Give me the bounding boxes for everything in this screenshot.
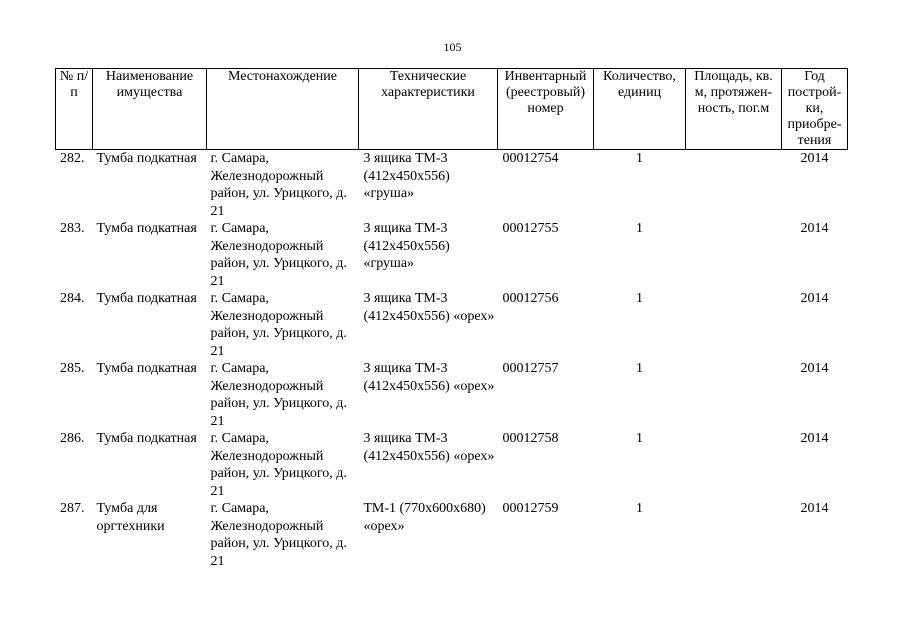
- header-number: № п/п: [56, 69, 93, 150]
- cell-location: г. Самара, Железнодорожный район, ул. Урицкого, д. 21: [210, 431, 347, 499]
- header-name: Наименование имущества: [93, 69, 207, 150]
- cell-area: [686, 430, 782, 500]
- cell-quantity: 1: [636, 221, 643, 236]
- cell-quantity: 1: [636, 291, 643, 306]
- cell-inventory-number: 00012754: [502, 151, 559, 166]
- cell-specs: 3 ящика ТМ-3 (412х450х556) «орех»: [363, 291, 495, 324]
- table-row: [56, 360, 848, 430]
- table-row: [56, 430, 848, 500]
- cell-quantity: 1: [636, 431, 643, 446]
- cell-specs: ТМ-1 (770х600х680) «орех»: [363, 501, 486, 534]
- cell-year: 2014: [800, 501, 829, 516]
- property-register-table: [55, 68, 848, 570]
- cell-location: г. Самара, Железнодорожный район, ул. Урицкого, д. 21: [210, 221, 347, 289]
- cell-specs: 3 ящика ТМ-3 (412х450х556) «орех»: [363, 431, 495, 464]
- cell-number: 284.: [60, 291, 85, 306]
- cell-quantity: 1: [636, 361, 643, 376]
- cell-year: 2014: [800, 151, 829, 166]
- cell-area: [686, 220, 782, 290]
- header-quantity: Количество, единиц: [594, 69, 686, 150]
- cell-year: 2014: [800, 221, 829, 236]
- cell-location: г. Самара, Железнодорожный район, ул. Урицкого, д. 21: [210, 291, 347, 359]
- cell-specs: 3 ящика ТМ-3 (412х450х556) «груша»: [363, 151, 450, 201]
- cell-quantity: 1: [636, 501, 643, 516]
- cell-inventory-number: 00012756: [502, 291, 559, 306]
- cell-name: Тумба для оргтехники: [96, 501, 165, 534]
- cell-inventory-number: 00012759: [502, 501, 559, 516]
- table-row: [56, 290, 848, 360]
- cell-inventory-number: 00012758: [502, 431, 559, 446]
- cell-number: 282.: [60, 151, 85, 166]
- cell-name: Тумба подкатная: [96, 221, 197, 236]
- cell-year: 2014: [800, 431, 829, 446]
- cell-number: 285.: [60, 361, 85, 376]
- table-row: [56, 500, 848, 570]
- header-specs: Технические характеристики: [359, 69, 498, 150]
- header-row: [56, 69, 848, 150]
- cell-specs: 3 ящика ТМ-3 (412х450х556) «груша»: [363, 221, 450, 271]
- table-row: [56, 150, 848, 221]
- cell-year: 2014: [800, 361, 829, 376]
- cell-name: Тумба подкатная: [96, 151, 197, 166]
- cell-area: [686, 360, 782, 430]
- cell-year: 2014: [800, 291, 829, 306]
- cell-area: [686, 500, 782, 570]
- cell-specs: 3 ящика ТМ-3 (412х450х556) «орех»: [363, 361, 495, 394]
- header-year: Год построй-ки, приобре-тения: [782, 69, 848, 150]
- cell-location: г. Самара, Железнодорожный район, ул. Урицкого, д. 21: [210, 501, 347, 569]
- cell-area: [686, 150, 782, 221]
- page-number: 105: [443, 40, 462, 54]
- cell-inventory-number: 00012757: [502, 361, 559, 376]
- cell-number: 283.: [60, 221, 85, 236]
- cell-name: Тумба подкатная: [96, 291, 197, 306]
- cell-quantity: 1: [636, 151, 643, 166]
- cell-number: 287.: [60, 501, 85, 516]
- header-inventory-number: Инвентарный (реестровый) номер: [498, 69, 594, 150]
- cell-location: г. Самара, Железнодорожный район, ул. Урицкого, д. 21: [210, 151, 347, 219]
- cell-inventory-number: 00012755: [502, 221, 559, 236]
- cell-number: 286.: [60, 431, 85, 446]
- header-area: Площадь, кв. м, протяжен-ность, пог.м: [686, 69, 782, 150]
- header-location: Местонахождение: [207, 69, 359, 150]
- table-row: [56, 220, 848, 290]
- cell-location: г. Самара, Железнодорожный район, ул. Урицкого, д. 21: [210, 361, 347, 429]
- cell-name: Тумба подкатная: [96, 431, 197, 446]
- cell-name: Тумба подкатная: [96, 361, 197, 376]
- cell-area: [686, 290, 782, 360]
